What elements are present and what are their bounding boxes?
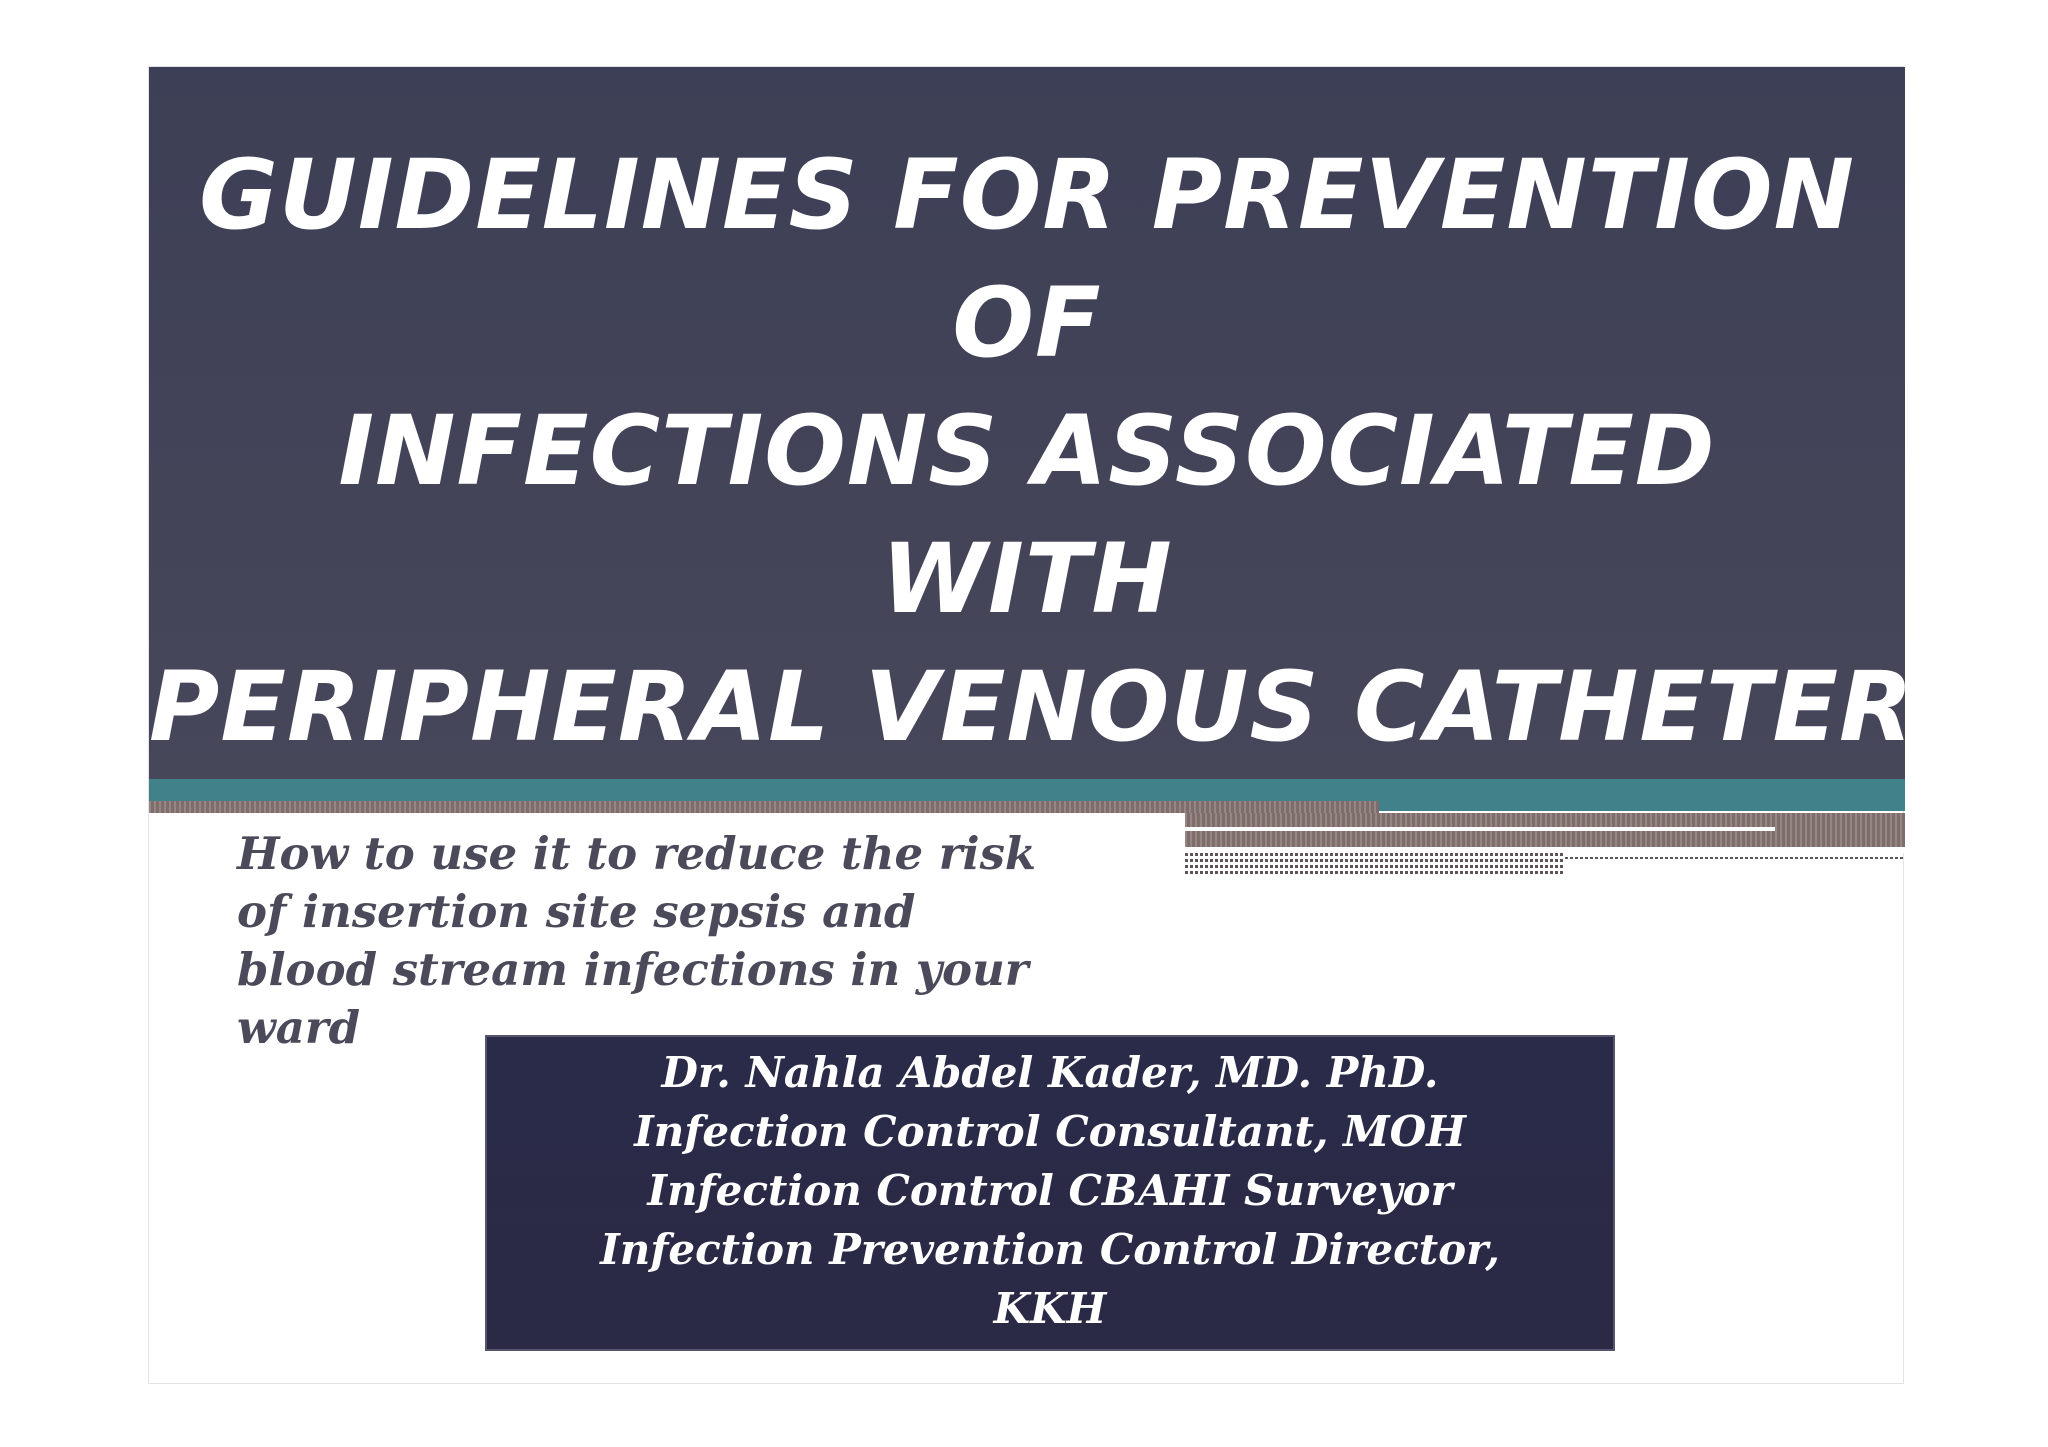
textured-stripe-left <box>149 801 1379 813</box>
subtitle-line: How to use it to reduce the risk <box>237 827 1037 880</box>
author-title: Infection Control CBAHI Surveyor <box>647 1166 1453 1215</box>
author-name: Dr. Nahla Abdel Kader, MD. PhD. <box>661 1048 1439 1097</box>
stripe-divider-line <box>1564 847 1905 853</box>
author-title: Infection Prevention Control Director, <box>600 1225 1500 1274</box>
teal-accent-stub <box>1379 801 1905 811</box>
author-affiliation: KKH <box>993 1284 1107 1333</box>
author-box <box>485 1035 1615 1351</box>
decorative-dashed-line <box>1185 865 1565 868</box>
title-band <box>149 67 1985 779</box>
slide-title <box>149 131 1985 771</box>
title-line: WITH <box>881 523 1173 635</box>
decorative-dashed-line <box>1185 853 1565 856</box>
subtitle-line: of insertion site sepsis and <box>237 885 916 938</box>
title-line: OF <box>952 267 1102 379</box>
slide <box>148 66 1985 1384</box>
decorative-dashed-line <box>1185 871 1565 874</box>
subtitle-line: ward <box>237 1001 361 1054</box>
stripe-divider-line <box>1185 827 1775 831</box>
title-line: GUIDELINES FOR PREVENTION <box>199 139 1855 251</box>
decorative-dashed-line <box>1565 857 1905 859</box>
title-line: PERIPHERAL VENOUS CATHETERS <box>149 651 1985 763</box>
title-line: INFECTIONS ASSOCIATED <box>338 395 1716 507</box>
subtitle-line: blood stream infections in your <box>237 943 1029 996</box>
teal-accent-stripe <box>149 779 1905 801</box>
slide-subtitle <box>237 825 1167 1057</box>
author-title: Infection Control Consultant, MOH <box>634 1107 1466 1156</box>
decorative-dashed-line <box>1185 859 1565 862</box>
